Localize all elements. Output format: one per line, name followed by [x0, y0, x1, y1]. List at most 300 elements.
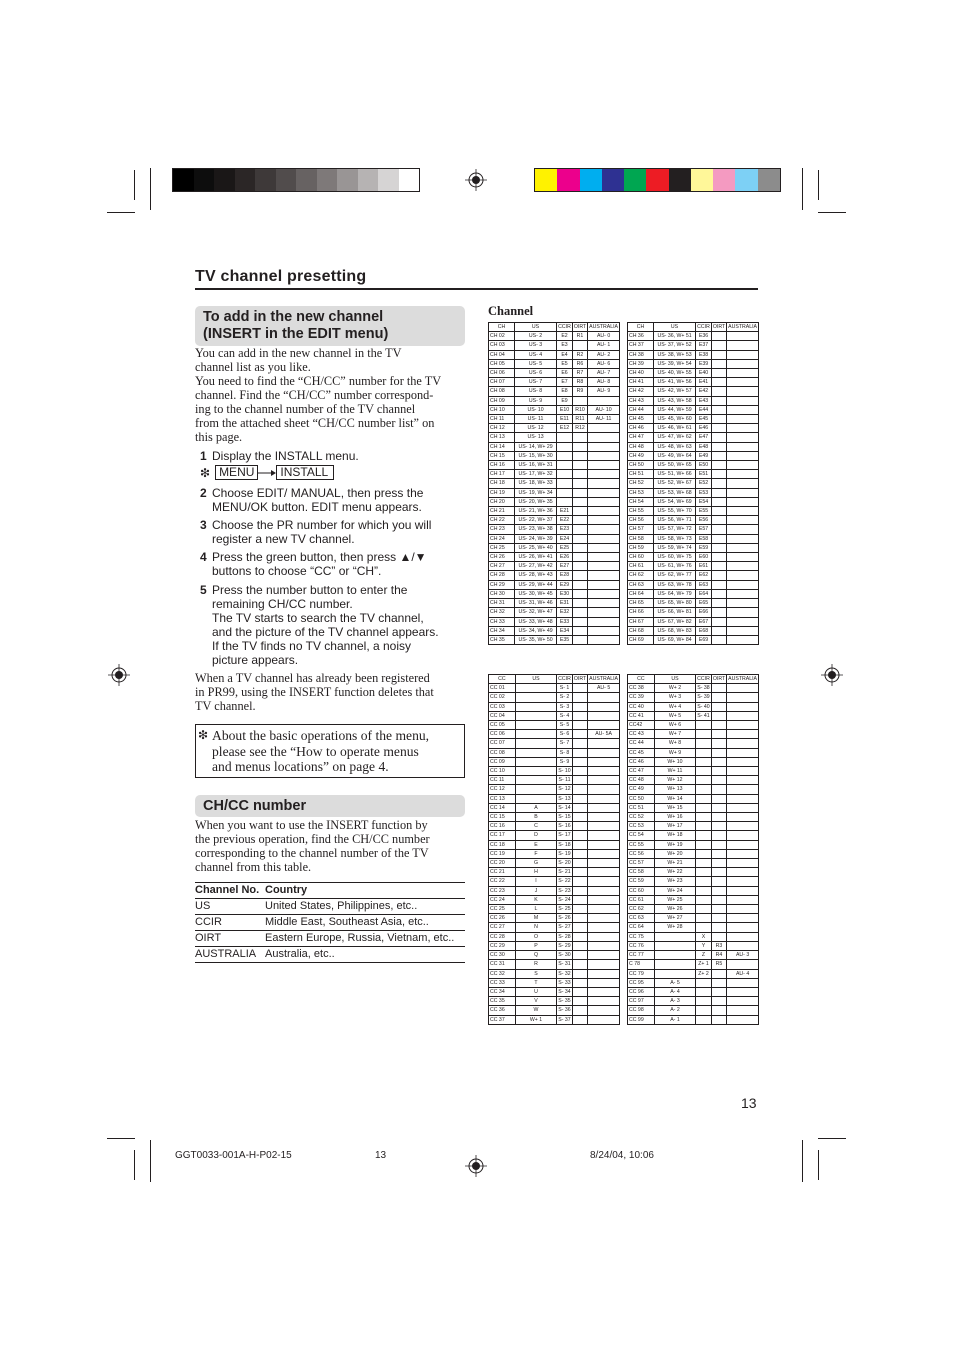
table-cell	[557, 451, 573, 460]
table-cell	[727, 580, 759, 589]
table-row	[628, 813, 759, 822]
table-cell: W+ 13	[654, 785, 695, 794]
table-cell	[572, 730, 587, 739]
crop-mark	[150, 1140, 151, 1182]
table-cell: CH 08	[489, 387, 515, 396]
table-cell	[696, 895, 712, 904]
column-header: US	[514, 323, 556, 332]
table-cell	[727, 877, 759, 886]
table-row	[489, 905, 620, 914]
registration-mark-icon	[108, 664, 130, 686]
table-cell	[572, 960, 587, 969]
table-cell	[727, 571, 759, 580]
color-swatch	[735, 169, 757, 191]
table-cell: CH 23	[489, 525, 515, 534]
footer-code: GGT0033-001A-H-P02-15	[175, 1150, 292, 1161]
table-cell: S- 18	[558, 841, 571, 848]
table-cell	[727, 730, 759, 739]
table-row	[628, 721, 759, 730]
table-cell: E31	[557, 599, 573, 608]
step-number: 3	[200, 518, 207, 532]
table-cell	[588, 433, 620, 442]
table-cell: CH 35	[489, 635, 515, 644]
table-cell: CH 05	[489, 359, 515, 368]
table-cell: E45	[696, 415, 712, 424]
table-cell: S	[515, 969, 556, 978]
table-cell	[572, 978, 587, 987]
table-cell	[588, 914, 620, 923]
table-cell: M	[515, 914, 556, 923]
table-row	[489, 424, 620, 433]
table-row	[628, 932, 759, 941]
table-cell	[727, 767, 759, 776]
crop-mark	[818, 212, 846, 213]
table-cell: W+ 19	[654, 840, 695, 849]
table-cell	[572, 739, 587, 748]
table-cell: CH 60	[628, 553, 654, 562]
heading-line: (INSERT in the EDIT menu)	[203, 326, 389, 342]
arrow-right-icon	[258, 469, 276, 477]
table-cell: CH 51	[628, 470, 654, 479]
table-cell: CC 58	[628, 868, 655, 877]
table-cell	[711, 378, 726, 387]
table-cell: E38	[696, 350, 712, 359]
table-cell	[711, 776, 726, 785]
table-cell: E30	[557, 589, 573, 598]
table-cell: E36	[696, 332, 712, 341]
table-cell: US- 63, W+ 78	[653, 580, 695, 589]
table-cell: US- 18, W+ 33	[514, 479, 556, 488]
table-cell: CC 19	[489, 849, 516, 858]
table-cell: US- 9	[514, 396, 556, 405]
table-cell	[588, 905, 620, 914]
table-cell	[711, 886, 726, 895]
table-cell: CC 23	[489, 886, 516, 895]
table-row	[489, 497, 620, 506]
table-cell: CH 38	[628, 350, 654, 359]
table-row	[489, 415, 620, 424]
color-swatch	[624, 169, 646, 191]
table-cell: US- 62, W+ 77	[653, 571, 695, 580]
table-cell	[727, 599, 759, 608]
table-cell: CC 29	[489, 941, 516, 950]
table-cell	[588, 951, 620, 960]
table-row	[489, 617, 620, 626]
table-cell: E60	[696, 553, 712, 562]
table-cell	[711, 350, 726, 359]
table-cell: US- 41, W+ 56	[653, 378, 695, 387]
table-row	[628, 748, 759, 757]
table-cell	[572, 534, 587, 543]
table-cell: S- 34	[558, 988, 571, 995]
grayscale-bar	[172, 168, 420, 192]
table-cell: CC 60	[628, 886, 655, 895]
table-cell	[727, 341, 759, 350]
table-cell: US- 33, W+ 48	[514, 617, 556, 626]
table-cell	[572, 599, 587, 608]
table-cell: E2	[557, 332, 573, 341]
table-row	[628, 359, 759, 368]
table-cell: E52	[696, 479, 712, 488]
table-cell	[572, 562, 587, 571]
table-cell: S- 2	[557, 693, 573, 702]
table-cell	[572, 461, 587, 470]
table-cell	[711, 785, 726, 794]
table-cell	[572, 813, 587, 822]
table-cell	[588, 461, 620, 470]
table-cell	[727, 868, 759, 877]
table-cell	[588, 1006, 620, 1015]
table-cell: Q	[515, 951, 556, 960]
column-header: CCIR	[558, 324, 571, 330]
table-cell	[727, 534, 759, 543]
column-header: US	[515, 675, 556, 684]
table-cell	[572, 693, 587, 702]
table-cell: US	[195, 900, 211, 912]
color-bar	[534, 168, 781, 192]
table-cell	[572, 987, 587, 996]
text-line: TV channel.	[195, 699, 256, 713]
table-cell	[727, 886, 759, 895]
table-cell: CC 57	[628, 859, 655, 868]
note-text	[212, 728, 429, 775]
table-cell	[711, 877, 726, 886]
table-cell	[711, 479, 726, 488]
table-cell	[588, 803, 620, 812]
table-cell: CH 67	[628, 617, 654, 626]
table-row	[489, 822, 620, 831]
text-line: You can add in the new channel in the TV	[195, 346, 402, 360]
table-cell: US- 32, W+ 47	[514, 608, 556, 617]
table-row	[489, 350, 620, 359]
table-cell: CH 68	[628, 626, 654, 635]
table-cell: CH 42	[628, 387, 654, 396]
table-cell	[696, 987, 712, 996]
table-cell: W+ 3	[654, 693, 695, 702]
table-row	[489, 868, 620, 877]
table-cell	[588, 785, 620, 794]
table-cell: CC 09	[489, 757, 516, 766]
table-cell	[711, 730, 726, 739]
color-swatch	[580, 169, 602, 191]
table-row	[628, 497, 759, 506]
table-row	[628, 960, 759, 969]
table-cell	[727, 479, 759, 488]
table-row	[628, 803, 759, 812]
color-swatch	[669, 169, 691, 191]
table-cell: W+ 17	[654, 822, 695, 831]
table-cell	[727, 794, 759, 803]
table-cell: S- 39	[697, 694, 710, 701]
step-3	[200, 518, 431, 546]
table-cell: W+ 16	[654, 813, 695, 822]
table-row	[628, 580, 759, 589]
table-cell: US- 10	[514, 405, 556, 414]
table-cell	[711, 369, 726, 378]
table-cell: US- 69, W+ 84	[653, 635, 695, 644]
text-line: channel from this table.	[195, 860, 312, 874]
heading-text: CH/CC number	[203, 798, 307, 814]
table-cell: E	[515, 840, 556, 849]
table-cell: CH 55	[628, 507, 654, 516]
table-cell: CC 59	[628, 877, 655, 886]
table-cell: CH 29	[489, 580, 515, 589]
table-cell: E58	[696, 534, 712, 543]
table-row	[628, 350, 759, 359]
table-cell: E23	[557, 525, 573, 534]
table-cell	[711, 840, 726, 849]
table-cell	[711, 387, 726, 396]
table-cell	[727, 923, 759, 932]
table-cell	[572, 868, 587, 877]
table-cell	[572, 721, 587, 730]
table-cell	[588, 562, 620, 571]
table-cell	[696, 748, 712, 757]
table-cell	[696, 831, 712, 840]
table-row	[628, 739, 759, 748]
table-cell: R5	[711, 960, 726, 969]
table-cell	[588, 534, 620, 543]
table-cell: U	[515, 987, 556, 996]
table-cell: CC 38	[628, 684, 655, 693]
crop-mark	[818, 1138, 846, 1139]
table-row	[628, 433, 759, 442]
table-cell: CC 47	[628, 767, 655, 776]
table-cell: Z+ 2	[696, 969, 712, 978]
table-cell	[654, 932, 695, 941]
table-cell: CC 08	[489, 748, 516, 757]
table-cell	[654, 941, 695, 950]
table-cell: CC 03	[489, 702, 516, 711]
table-cell	[572, 932, 587, 941]
table-cell	[572, 635, 587, 644]
table-cell: S- 13	[558, 795, 571, 802]
table-row	[628, 608, 759, 617]
table-cell	[588, 543, 620, 552]
table-row	[628, 914, 759, 923]
table-cell: US- 37, W+ 52	[653, 341, 695, 350]
table-cell: CC 96	[628, 987, 655, 996]
table-cell: CC 53	[628, 822, 655, 831]
table-cell: CC 22	[489, 877, 516, 886]
table-cell: CC 77	[628, 951, 655, 960]
column-header: Country	[265, 884, 308, 896]
table-cell	[588, 859, 620, 868]
table-cell: W+ 7	[654, 730, 695, 739]
footer-date: 8/24/04, 10:06	[590, 1150, 654, 1161]
table-cell	[572, 470, 587, 479]
column-header: CC	[489, 675, 516, 684]
table-cell: CC 76	[628, 941, 655, 950]
table-cell: CC 41	[628, 711, 655, 720]
table-cell	[572, 543, 587, 552]
table-row	[489, 405, 620, 414]
table-cell: R11	[572, 415, 587, 424]
table-cell	[727, 849, 759, 858]
table-cell	[588, 960, 620, 969]
table-cell	[727, 1015, 759, 1024]
table-cell	[727, 776, 759, 785]
color-swatch	[235, 169, 256, 191]
table-row	[628, 599, 759, 608]
table-header-row	[628, 323, 759, 332]
table-cell	[588, 702, 620, 711]
table-cell: A- 1	[654, 1015, 695, 1024]
table-cell: AU- 1	[588, 341, 620, 350]
table-cell: S- 6	[557, 730, 573, 739]
table-cell	[572, 951, 587, 960]
table-cell: US- 43, W+ 58	[653, 396, 695, 405]
color-swatch	[358, 169, 379, 191]
table-row	[628, 757, 759, 766]
asterisk-icon: ❇	[200, 465, 211, 480]
table-cell: E61	[696, 562, 712, 571]
table-cell: CH 58	[628, 534, 654, 543]
table-cell	[572, 589, 587, 598]
table-cell: CH 03	[489, 341, 515, 350]
intro-paragraph	[195, 346, 470, 444]
table-cell	[711, 748, 726, 757]
table-cell: E57	[696, 525, 712, 534]
table-cell: S- 32	[558, 970, 571, 977]
table-cell	[572, 479, 587, 488]
table-cell	[711, 516, 726, 525]
install-menu-key: INSTALL	[276, 465, 334, 480]
table-row	[489, 831, 620, 840]
table-cell	[696, 1015, 712, 1024]
table-cell	[711, 599, 726, 608]
table-row	[628, 730, 759, 739]
table-cell	[572, 849, 587, 858]
column-header: CCIR	[697, 676, 710, 682]
table-cell: CCIR	[195, 916, 222, 928]
table-cell	[515, 721, 556, 730]
table-cell: A- 3	[654, 997, 695, 1006]
table-cell	[711, 757, 726, 766]
table-cell	[557, 497, 573, 506]
table-cell	[727, 415, 759, 424]
table-cell: US- 11	[514, 415, 556, 424]
table-cell	[557, 470, 573, 479]
table-cell: US- 2	[514, 332, 556, 341]
table-row	[489, 1006, 620, 1015]
table-cell: E53	[696, 488, 712, 497]
table-cell: E66	[696, 608, 712, 617]
table-cell: US- 7	[514, 378, 556, 387]
text-line: ing to the channel number of the TV channel	[195, 402, 416, 416]
table-cell: W+ 12	[654, 776, 695, 785]
table-cell: A	[515, 803, 556, 812]
table-cell: S- 28	[558, 933, 571, 940]
table-cell: W+ 1	[515, 1015, 556, 1024]
table-cell	[696, 813, 712, 822]
table-cell: K	[515, 895, 556, 904]
table-cell: S- 8	[557, 748, 573, 757]
table-cell: S- 17	[558, 832, 571, 839]
ch-table-right	[627, 322, 759, 645]
table-cell: E39	[696, 359, 712, 368]
table-cell	[727, 442, 759, 451]
table-cell: S- 20	[558, 860, 571, 867]
table-cell	[588, 877, 620, 886]
table-row	[195, 931, 465, 947]
table-cell: CC 56	[628, 849, 655, 858]
table-cell: S- 10	[558, 768, 571, 775]
table-cell	[711, 553, 726, 562]
table-cell	[727, 757, 759, 766]
table-cell	[711, 543, 726, 552]
table-row	[489, 932, 620, 941]
table-cell	[696, 886, 712, 895]
chcc-paragraph	[195, 818, 470, 874]
table-cell: US- 45, W+ 60	[653, 415, 695, 424]
table-cell: US- 59, W+ 74	[653, 543, 695, 552]
column-header: CCIR	[697, 324, 710, 330]
table-cell: US- 35, W+ 50	[514, 635, 556, 644]
table-cell	[711, 608, 726, 617]
column-header: AUSTRALIA	[589, 324, 618, 330]
table-cell	[654, 960, 695, 969]
table-cell	[696, 739, 712, 748]
table-cell	[696, 785, 712, 794]
table-cell	[727, 516, 759, 525]
table-cell	[711, 415, 726, 424]
table-cell: CH 15	[489, 451, 515, 460]
registration-mark-icon	[465, 169, 487, 191]
table-cell	[696, 840, 712, 849]
step-text: Display the INSTALL menu.	[212, 449, 359, 463]
table-row	[628, 479, 759, 488]
table-cell	[711, 562, 726, 571]
table-cell	[588, 748, 620, 757]
table-cell	[572, 525, 587, 534]
table-cell	[572, 442, 587, 451]
table-cell: R8	[572, 378, 587, 387]
table-cell	[572, 859, 587, 868]
table-cell	[711, 813, 726, 822]
table-cell: CC 79	[628, 969, 655, 978]
table-cell: CC 34	[489, 987, 516, 996]
table-cell: Eastern Europe, Russia, Vietnam, etc..	[265, 932, 455, 944]
table-cell: E33	[557, 617, 573, 626]
table-cell	[588, 626, 620, 635]
table-cell: US- 13	[514, 433, 556, 442]
table-cell	[696, 997, 712, 1006]
table-cell: S- 5	[557, 721, 573, 730]
table-row	[628, 776, 759, 785]
table-row	[489, 684, 620, 693]
table-cell	[588, 580, 620, 589]
table-cell	[588, 451, 620, 460]
table-cell: C 78	[628, 960, 655, 969]
table-cell: W+ 22	[654, 868, 695, 877]
table-cell	[572, 516, 587, 525]
table-cell: S- 31	[558, 961, 571, 968]
table-cell	[588, 831, 620, 840]
table-cell: S- 11	[558, 777, 571, 784]
table-cell	[727, 702, 759, 711]
table-cell	[588, 608, 620, 617]
table-cell	[588, 589, 620, 598]
table-cell: E8	[557, 387, 573, 396]
table-cell	[711, 488, 726, 497]
column-header: OIRT	[573, 324, 587, 330]
table-cell	[711, 332, 726, 341]
table-cell: S- 1	[557, 684, 573, 693]
table-cell: S- 4	[557, 711, 573, 720]
table-cell	[572, 969, 587, 978]
table-cell: CH 10	[489, 405, 515, 414]
